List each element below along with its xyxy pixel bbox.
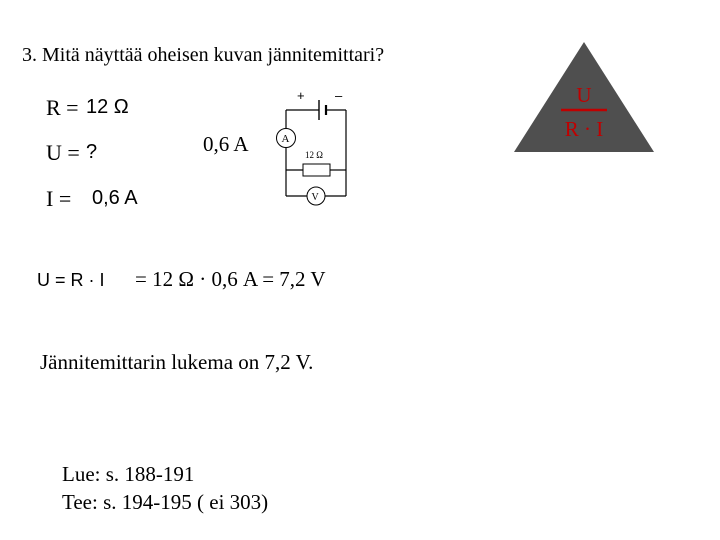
given-r-label: R = xyxy=(46,95,79,120)
reference-tee: Tee: s. 194-195 ( ei 303) xyxy=(62,490,269,514)
reference-lue: Lue: s. 188-191 xyxy=(62,462,195,486)
triangle-top-u: U xyxy=(576,83,592,107)
calculation-lhs: U = R · I xyxy=(37,270,105,290)
given-u-label: U = xyxy=(46,140,80,165)
ammeter-symbol: A xyxy=(281,133,290,145)
given-u-value: ? xyxy=(86,141,98,163)
calculation-rhs: = 12 Ω · 0,6 A = 7,2 V xyxy=(135,267,326,291)
voltmeter-symbol: V xyxy=(311,192,319,203)
triangle-bottom-ri: R · I xyxy=(564,117,604,141)
resistor-label: 12 Ω xyxy=(305,150,323,160)
question-text: 3. Mitä näyttää oheisen kuvan jännitemittari? xyxy=(22,44,385,66)
resistor-icon xyxy=(303,164,330,176)
given-i-value: 0,6 A xyxy=(92,187,138,209)
current-label: 0,6 A xyxy=(203,132,249,156)
given-i-label: I = xyxy=(46,186,72,211)
answer-text: Jännitemittarin lukema on 7,2 V. xyxy=(40,350,314,374)
given-r-value: 12 Ω xyxy=(86,96,129,118)
battery-plus-sign: + xyxy=(297,88,305,103)
formula-triangle xyxy=(512,40,656,156)
battery-minus-sign: – xyxy=(335,88,343,103)
circuit-diagram xyxy=(276,86,366,214)
